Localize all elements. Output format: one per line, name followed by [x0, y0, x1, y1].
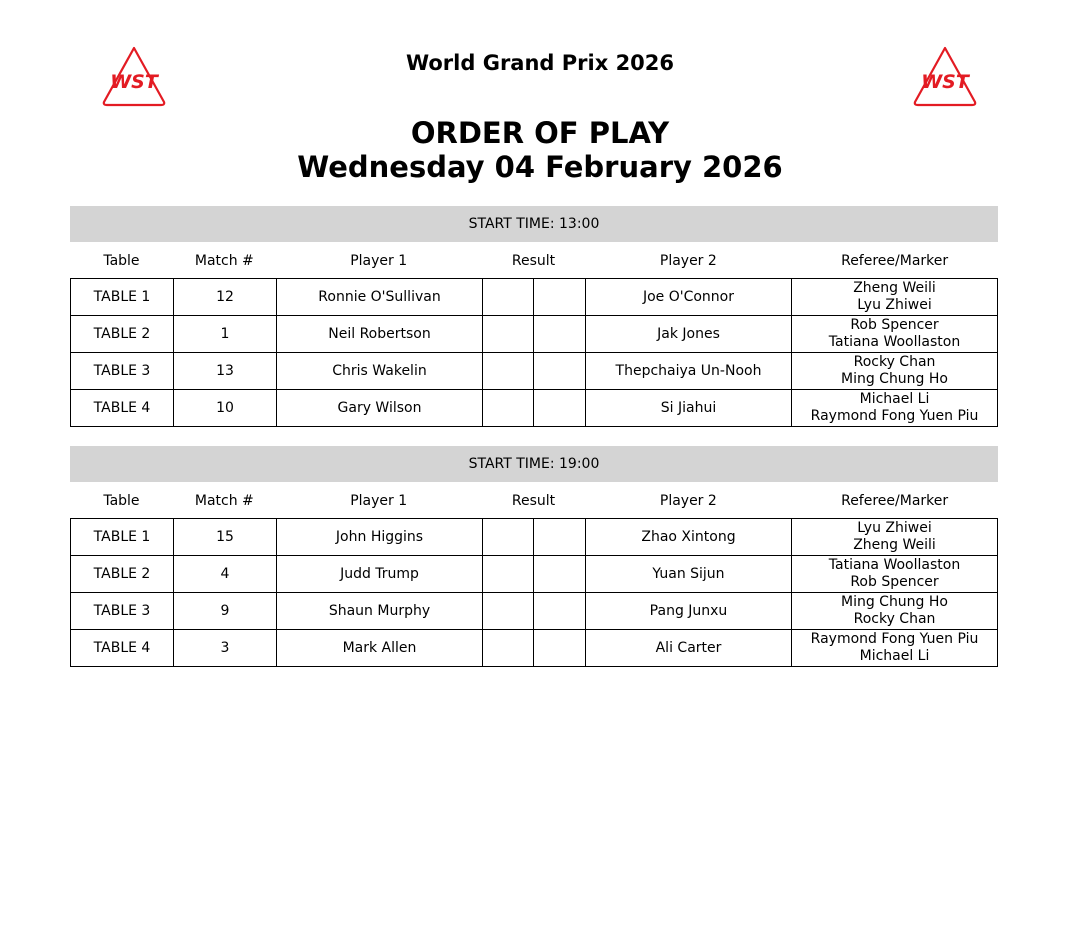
- table-row: [71, 593, 998, 630]
- marker-name: Rocky Chan: [853, 611, 936, 627]
- player2-cell: Zhao Xintong: [586, 519, 792, 555]
- page-title: ORDER OF PLAY: [410, 116, 670, 150]
- match-cell: 10: [174, 390, 277, 426]
- table-cell: TABLE 2: [71, 556, 174, 592]
- marker-name: Ming Chung Ho: [840, 371, 948, 387]
- result-cell-1: [483, 593, 534, 629]
- table-cell: TABLE 2: [71, 316, 174, 352]
- player2-cell: Joe O'Connor: [586, 279, 792, 315]
- table-row: [71, 279, 998, 316]
- col-header-match: Match #: [194, 492, 254, 509]
- result-cell-2: [534, 279, 586, 315]
- col-header-result: Result: [511, 492, 556, 509]
- player1-cell: Neil Robertson: [277, 316, 483, 352]
- referee-name: Tatiana Woollaston: [828, 557, 961, 573]
- referee-cell: [792, 630, 998, 666]
- player1-cell: Gary Wilson: [277, 390, 483, 426]
- table-row: [71, 519, 998, 556]
- referee-cell: [792, 390, 998, 426]
- result-cell-2: [534, 556, 586, 592]
- col-header-player2: Player 2: [659, 252, 717, 269]
- svg-text:WST: WST: [110, 71, 158, 93]
- player2-cell: Pang Junxu: [586, 593, 792, 629]
- player2-cell: Yuan Sijun: [586, 556, 792, 592]
- table-row: [71, 390, 998, 427]
- player2-cell: Jak Jones: [586, 316, 792, 352]
- col-header-table: Table: [103, 492, 140, 509]
- col-header-player1: Player 1: [350, 492, 408, 509]
- player2-cell: Si Jiahui: [586, 390, 792, 426]
- result-cell-2: [534, 353, 586, 389]
- table-cell: TABLE 1: [71, 519, 174, 555]
- player1-cell: Mark Allen: [277, 630, 483, 666]
- col-header-referee: Referee/Marker: [841, 492, 949, 509]
- column-headers: [70, 242, 998, 279]
- col-header-player1: Player 1: [350, 252, 408, 269]
- result-cell-1: [483, 316, 534, 352]
- referee-name: Rocky Chan: [853, 354, 936, 370]
- player1-cell: Shaun Murphy: [277, 593, 483, 629]
- player2-cell: Thepchaiya Un-Nooh: [586, 353, 792, 389]
- match-cell: 12: [174, 279, 277, 315]
- col-header-player2: Player 2: [659, 492, 717, 509]
- result-cell-2: [534, 593, 586, 629]
- page-date: Wednesday 04 February 2026: [297, 150, 783, 184]
- referee-name: Rob Spencer: [850, 317, 939, 333]
- session-afternoon: [70, 206, 998, 427]
- referee-cell: [792, 556, 998, 592]
- match-cell: 13: [174, 353, 277, 389]
- table-row: [71, 316, 998, 353]
- referee-name: Zheng Weili: [853, 280, 936, 296]
- match-cell: 15: [174, 519, 277, 555]
- result-cell-2: [534, 390, 586, 426]
- table-row: [71, 353, 998, 390]
- col-header-match: Match #: [194, 252, 254, 269]
- col-header-result: Result: [511, 252, 556, 269]
- referee-cell: [792, 593, 998, 629]
- referee-name: Lyu Zhiwei: [857, 520, 932, 536]
- table-cell: TABLE 4: [71, 390, 174, 426]
- match-cell: 3: [174, 630, 277, 666]
- referee-cell: [792, 353, 998, 389]
- player1-cell: Ronnie O'Sullivan: [277, 279, 483, 315]
- marker-name: Rob Spencer: [850, 574, 939, 590]
- referee-cell: [792, 519, 998, 555]
- player2-cell: Ali Carter: [586, 630, 792, 666]
- result-cell-2: [534, 630, 586, 666]
- player1-cell: Judd Trump: [277, 556, 483, 592]
- table-cell: TABLE 1: [71, 279, 174, 315]
- marker-name: Raymond Fong Yuen Piu: [810, 408, 979, 424]
- referee-cell: [792, 316, 998, 352]
- col-header-referee: Referee/Marker: [841, 252, 949, 269]
- table-row: [71, 630, 998, 667]
- result-cell-1: [483, 519, 534, 555]
- result-cell-2: [534, 316, 586, 352]
- table-row: [71, 556, 998, 593]
- marker-name: Lyu Zhiwei: [857, 297, 932, 313]
- table-cell: TABLE 4: [71, 630, 174, 666]
- svg-text:WST: WST: [921, 71, 969, 93]
- match-cell: 1: [174, 316, 277, 352]
- event-title: World Grand Prix 2026: [405, 51, 675, 75]
- referee-name: Ming Chung Ho: [840, 594, 948, 610]
- marker-name: Tatiana Woollaston: [828, 334, 961, 350]
- marker-name: Michael Li: [859, 648, 930, 664]
- referee-name: Michael Li: [859, 391, 930, 407]
- match-table: [70, 518, 998, 667]
- table-cell: TABLE 3: [71, 353, 174, 389]
- result-cell-2: [534, 519, 586, 555]
- session-evening: [70, 446, 998, 667]
- referee-name: Raymond Fong Yuen Piu: [810, 631, 979, 647]
- result-cell-1: [483, 630, 534, 666]
- table-cell: TABLE 3: [71, 593, 174, 629]
- player1-cell: Chris Wakelin: [277, 353, 483, 389]
- result-cell-1: [483, 556, 534, 592]
- column-headers: [70, 482, 998, 519]
- player1-cell: John Higgins: [277, 519, 483, 555]
- match-cell: 4: [174, 556, 277, 592]
- col-header-table: Table: [103, 252, 140, 269]
- match-table: [70, 278, 998, 427]
- start-time-bar: START TIME: 19:00: [70, 446, 998, 482]
- result-cell-1: [483, 390, 534, 426]
- result-cell-1: [483, 279, 534, 315]
- result-cell-1: [483, 353, 534, 389]
- start-time-bar: START TIME: 13:00: [70, 206, 998, 242]
- referee-cell: [792, 279, 998, 315]
- marker-name: Zheng Weili: [853, 537, 936, 553]
- match-cell: 9: [174, 593, 277, 629]
